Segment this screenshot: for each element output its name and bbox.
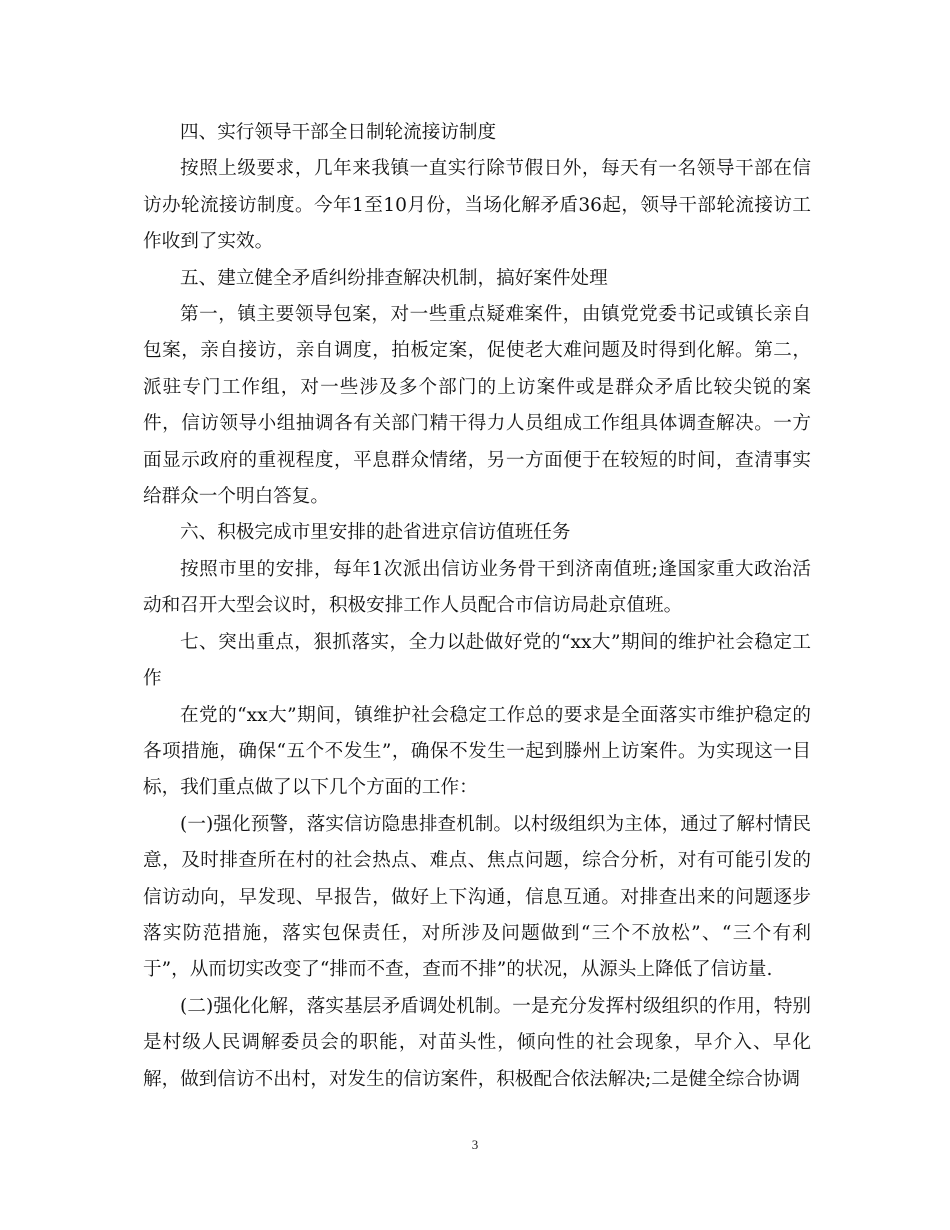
paragraph: 按照上级要求，几年来我镇一直实行除节假日外，每天有一名领导干部在信访办轮流接访制度。今年1至10月份，当场化解矛盾36起，领导干部轮流接访工作收到了实效。 (143, 158, 811, 253)
section-heading-4: 四、实行领导干部全日制轮流接访制度 (180, 122, 497, 143)
section-heading-7: 七、突出重点，狠抓落实，全力以赴做好党的“xx大”期间的维护社会稳定工作 (143, 631, 811, 690)
section-heading-5: 五、建立健全矛盾纠纷排查解决机制，搞好案件处理 (180, 267, 608, 289)
document-body (143, 115, 811, 1098)
paragraph: (一)强化预警，落实信访隐患排查机制。以村级组织为主体，通过了解村情民意，及时排查所在村的社会热点、难点、焦点问题，综合分析，对有可能引发的信访动向，早发现、早报告，做好上下沟通，信息互通。对排查出来的问题逐步落实防范措施，落实包保责任，对所涉及问题做到“三个不放松”、“三个有利于”，从而切实改变了“排而不查，查而不排”的状况，从源头上降低了信访量. (143, 813, 811, 981)
paragraph: 按照市里的安排，每年1次派出信访业务骨干到济南值班;逢国家重大政治活动和召开大型会议时，积极安排工作人员配合市信访局赴京值班。 (143, 558, 811, 617)
paragraph: 第一，镇主要领导包案，对一些重点疑难案件，由镇党党委书记或镇长亲自包案，亲自接访，亲自调度，拍板定案，促使老大难问题及时得到化解。第二，派驻专门工作组，对一些涉及多个部门的上访案件或是群众矛盾比较尖锐的案件，信访领导小组抽调各有关部门精干得力人员组成工作组具体调查解决。一方面显示政府的重视程度，平息群众情绪，另一方面便于在较短的时间，查清事实给群众一个明白答复。 (143, 304, 811, 508)
paragraph: 在党的“xx大”期间，镇维护社会稳定工作总的要求是全面落实市维护稳定的各项措施，确保“五个不发生”，确保不发生一起到滕州上访案件。为实现这一目标，我们重点做了以下几个方面的工作： (143, 704, 811, 799)
section-heading-6: 六、积极完成市里安排的赴省进京信访值班任务 (180, 522, 571, 544)
paragraph: (二)强化化解，落实基层矛盾调处机制。一是充分发挥村级组织的作用，特别是村级人民调解委员会的职能，对苗头性，倾向性的社会现象，早介入、早化解，做到信访不出村，对发生的信访案件，积极配合依法解决;二是健全综合协调 (143, 995, 811, 1090)
page-number: 3 (471, 1137, 479, 1152)
